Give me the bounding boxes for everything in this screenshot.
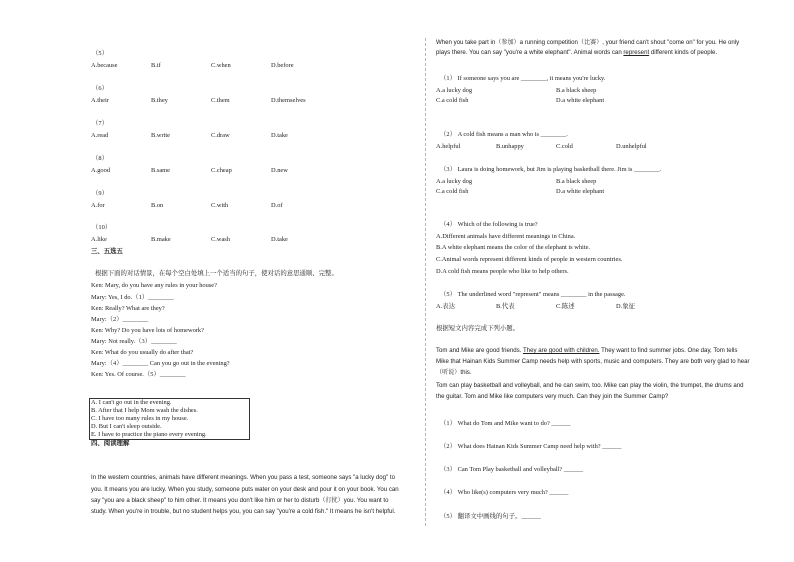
cloze-option: D.themselves	[271, 97, 306, 104]
question: （5） The underlined word "represent" means ________ in the passage.	[440, 291, 626, 298]
answer-option: B.a black sheep	[556, 178, 597, 185]
answer-option: C.cold	[556, 143, 573, 150]
cloze-option: D.before	[271, 62, 294, 69]
cloze-number: （10）	[92, 224, 112, 231]
cloze-option: C.cheap	[211, 167, 232, 174]
answer-option: D.unhelpful	[616, 143, 647, 150]
passage-line: （听说）this.	[436, 369, 472, 376]
cloze-option: C.wash	[211, 236, 230, 243]
cloze-option: D.of	[271, 202, 283, 209]
cloze-option: C.with	[211, 202, 229, 209]
dialogue-line: Mary: Not really.（3）________	[91, 338, 177, 345]
cloze-option: C.them	[211, 97, 230, 104]
passage2-instruction: 根据短文内容完成下列小题。	[436, 325, 520, 332]
cloze-number: （9）	[92, 190, 108, 197]
cloze-option: B.they	[151, 97, 168, 104]
cloze-option: D.new	[271, 167, 288, 174]
cloze-number: （8）	[92, 155, 108, 162]
answer-option: C.Animal words represent different kinds of people in western countries.	[436, 256, 623, 263]
underlined-sentence: They are good with children.	[522, 347, 600, 354]
passage-line: plays there. You can say "you're a white elephant". Animal words can represent different kinds of people.	[436, 49, 718, 56]
cloze-option: A.like	[91, 236, 107, 243]
cloze-option: C.when	[211, 62, 231, 69]
answer-option: D.A cold fish means people who like to help others.	[436, 268, 569, 275]
passage-line: Mike that Hainan Kids Summer Camp needs help with sports, music and computers. They are both very glad to hear	[436, 358, 750, 365]
question: （3） Can Tom Play basketball and volleyball? ______	[440, 466, 584, 473]
question: （2） A cold fish means a man who is ________.	[440, 131, 568, 138]
cloze-option: A.because	[91, 62, 118, 69]
cloze-option: B.on	[151, 202, 164, 209]
question: （5） 翻译文中画线的句子。______	[440, 513, 541, 520]
answer-option: B.A white elephant means the color of the elephant is white.	[436, 244, 591, 251]
answer-option: A.helpful	[436, 143, 461, 150]
section3-instruction: 根据下面的对话情景，在每个空白处填上一个适当的句子，使对话的意思通顺、完整。	[95, 270, 338, 277]
answer-option: D.a white elephant	[556, 188, 605, 195]
answer-option: D.a white elephant	[556, 97, 605, 104]
cloze-option: B.same	[151, 167, 170, 174]
passage-line: say "you are a black sheep" to him other. It means you don't like him or her to disturb（打扰）you. You want to	[91, 497, 389, 504]
passage-line: study. When you're in trouble, but no student helps you, you can say "you're a cold fish." It means he isn't helpful.	[91, 508, 396, 515]
dialogue-line: Ken: Why? Do you have lots of homework?	[91, 327, 204, 334]
cloze-number: （7）	[92, 120, 108, 127]
cloze-option: B.write	[151, 132, 170, 139]
answer-option: A.a lucky dog	[436, 87, 473, 94]
cloze-option: B.if	[151, 62, 161, 69]
answer-option: C.a cold fish	[436, 188, 469, 195]
underlined-word: represent	[623, 49, 650, 56]
answer-option: C.a cold fish	[436, 97, 469, 104]
box-option: E. I have to practice the piano every evening.	[91, 431, 207, 438]
question: （1） What do Tom and Mike want to do? ______	[440, 420, 571, 427]
section4-heading: 四、阅读理解	[91, 440, 130, 447]
cloze-option: A.good	[91, 167, 110, 174]
answer-option: A.Different animals have different meanings in China.	[436, 233, 576, 240]
answer-option: B.unhappy	[496, 143, 524, 150]
passage-line: In the western countries, animals have different meanings. When you pass a test, someone says "a lucky dog" to	[91, 474, 395, 481]
box-option: B. After that I help Mom wash the dishes.	[91, 407, 198, 414]
dialogue-line: Ken: Mary, do you have any rules in your house?	[91, 282, 217, 289]
cloze-option: A.their	[91, 97, 109, 104]
dialogue-line: Mary: Yes, I do.（1）________	[91, 294, 174, 301]
cloze-option: C.draw	[211, 132, 230, 139]
box-option: C. I have too many rules in my house.	[91, 415, 189, 422]
question: （2） What does Hainan Kids Summer Camp need help with? ______	[440, 443, 622, 450]
passage-line: you. It means you are lucky. When you study, someone puts water on your desk and pour it on your book. You can	[91, 486, 399, 493]
question: （3） Laura is doing homework, but Jim is playing basketball there. Jim is ________.	[440, 166, 662, 173]
cloze-option: A.read	[91, 132, 109, 139]
question: （4） Which of the following is true?	[440, 221, 538, 228]
answer-option: A.表达	[436, 303, 455, 310]
column-divider	[425, 38, 426, 526]
passage-line: the guitar. Tom and Mike like computers very much. Can they join the Summer Camp?	[436, 393, 669, 400]
answer-option: C.陈述	[556, 303, 575, 310]
cloze-option: B.make	[151, 236, 171, 243]
answer-option: A.a lucky dog	[436, 178, 473, 185]
cloze-number: （6）	[92, 85, 108, 92]
passage-line: When you take part in（参加）a running competition（比赛）, your friend can't shout "come on" for you. He only	[436, 39, 740, 46]
dialogue-line: Mary:（2）________	[91, 316, 149, 323]
question: （4） Who like(s) computers very much? ______	[440, 489, 569, 496]
answer-option: D.象征	[616, 303, 635, 310]
dialogue-line: Mary:（4）________ Can you go out in the evening?	[91, 360, 230, 367]
dialogue-line: Ken: Really? What are they?	[91, 305, 165, 312]
cloze-option: D.take	[271, 236, 288, 243]
dialogue-line: Ken: What do you usually do after that?	[91, 349, 194, 356]
box-option: D. But I can't sleep outside.	[91, 423, 162, 430]
dialogue-line: Ken: Yes. Of course.（5）________	[91, 371, 186, 378]
section3-heading: 三、五选五	[91, 248, 123, 255]
question: （1） If someone says you are ________, it means you're lucky.	[440, 75, 606, 82]
cloze-option: D.take	[271, 132, 288, 139]
passage-line: Tom and Mike are good friends. They are good with children. They want to find summer jobs. One day, Tom tells	[436, 347, 738, 354]
box-option: A. I can't go out in the evening.	[91, 399, 172, 406]
answer-option: B.a black sheep	[556, 87, 597, 94]
passage-line: Tom can play basketball and volleyball, and he can swim, too. Mike can play the violin, the trumpet, the drums and	[436, 382, 744, 389]
cloze-option: A.for	[91, 202, 105, 209]
answer-option: B.代表	[496, 303, 515, 310]
cloze-number: （5）	[92, 50, 108, 57]
